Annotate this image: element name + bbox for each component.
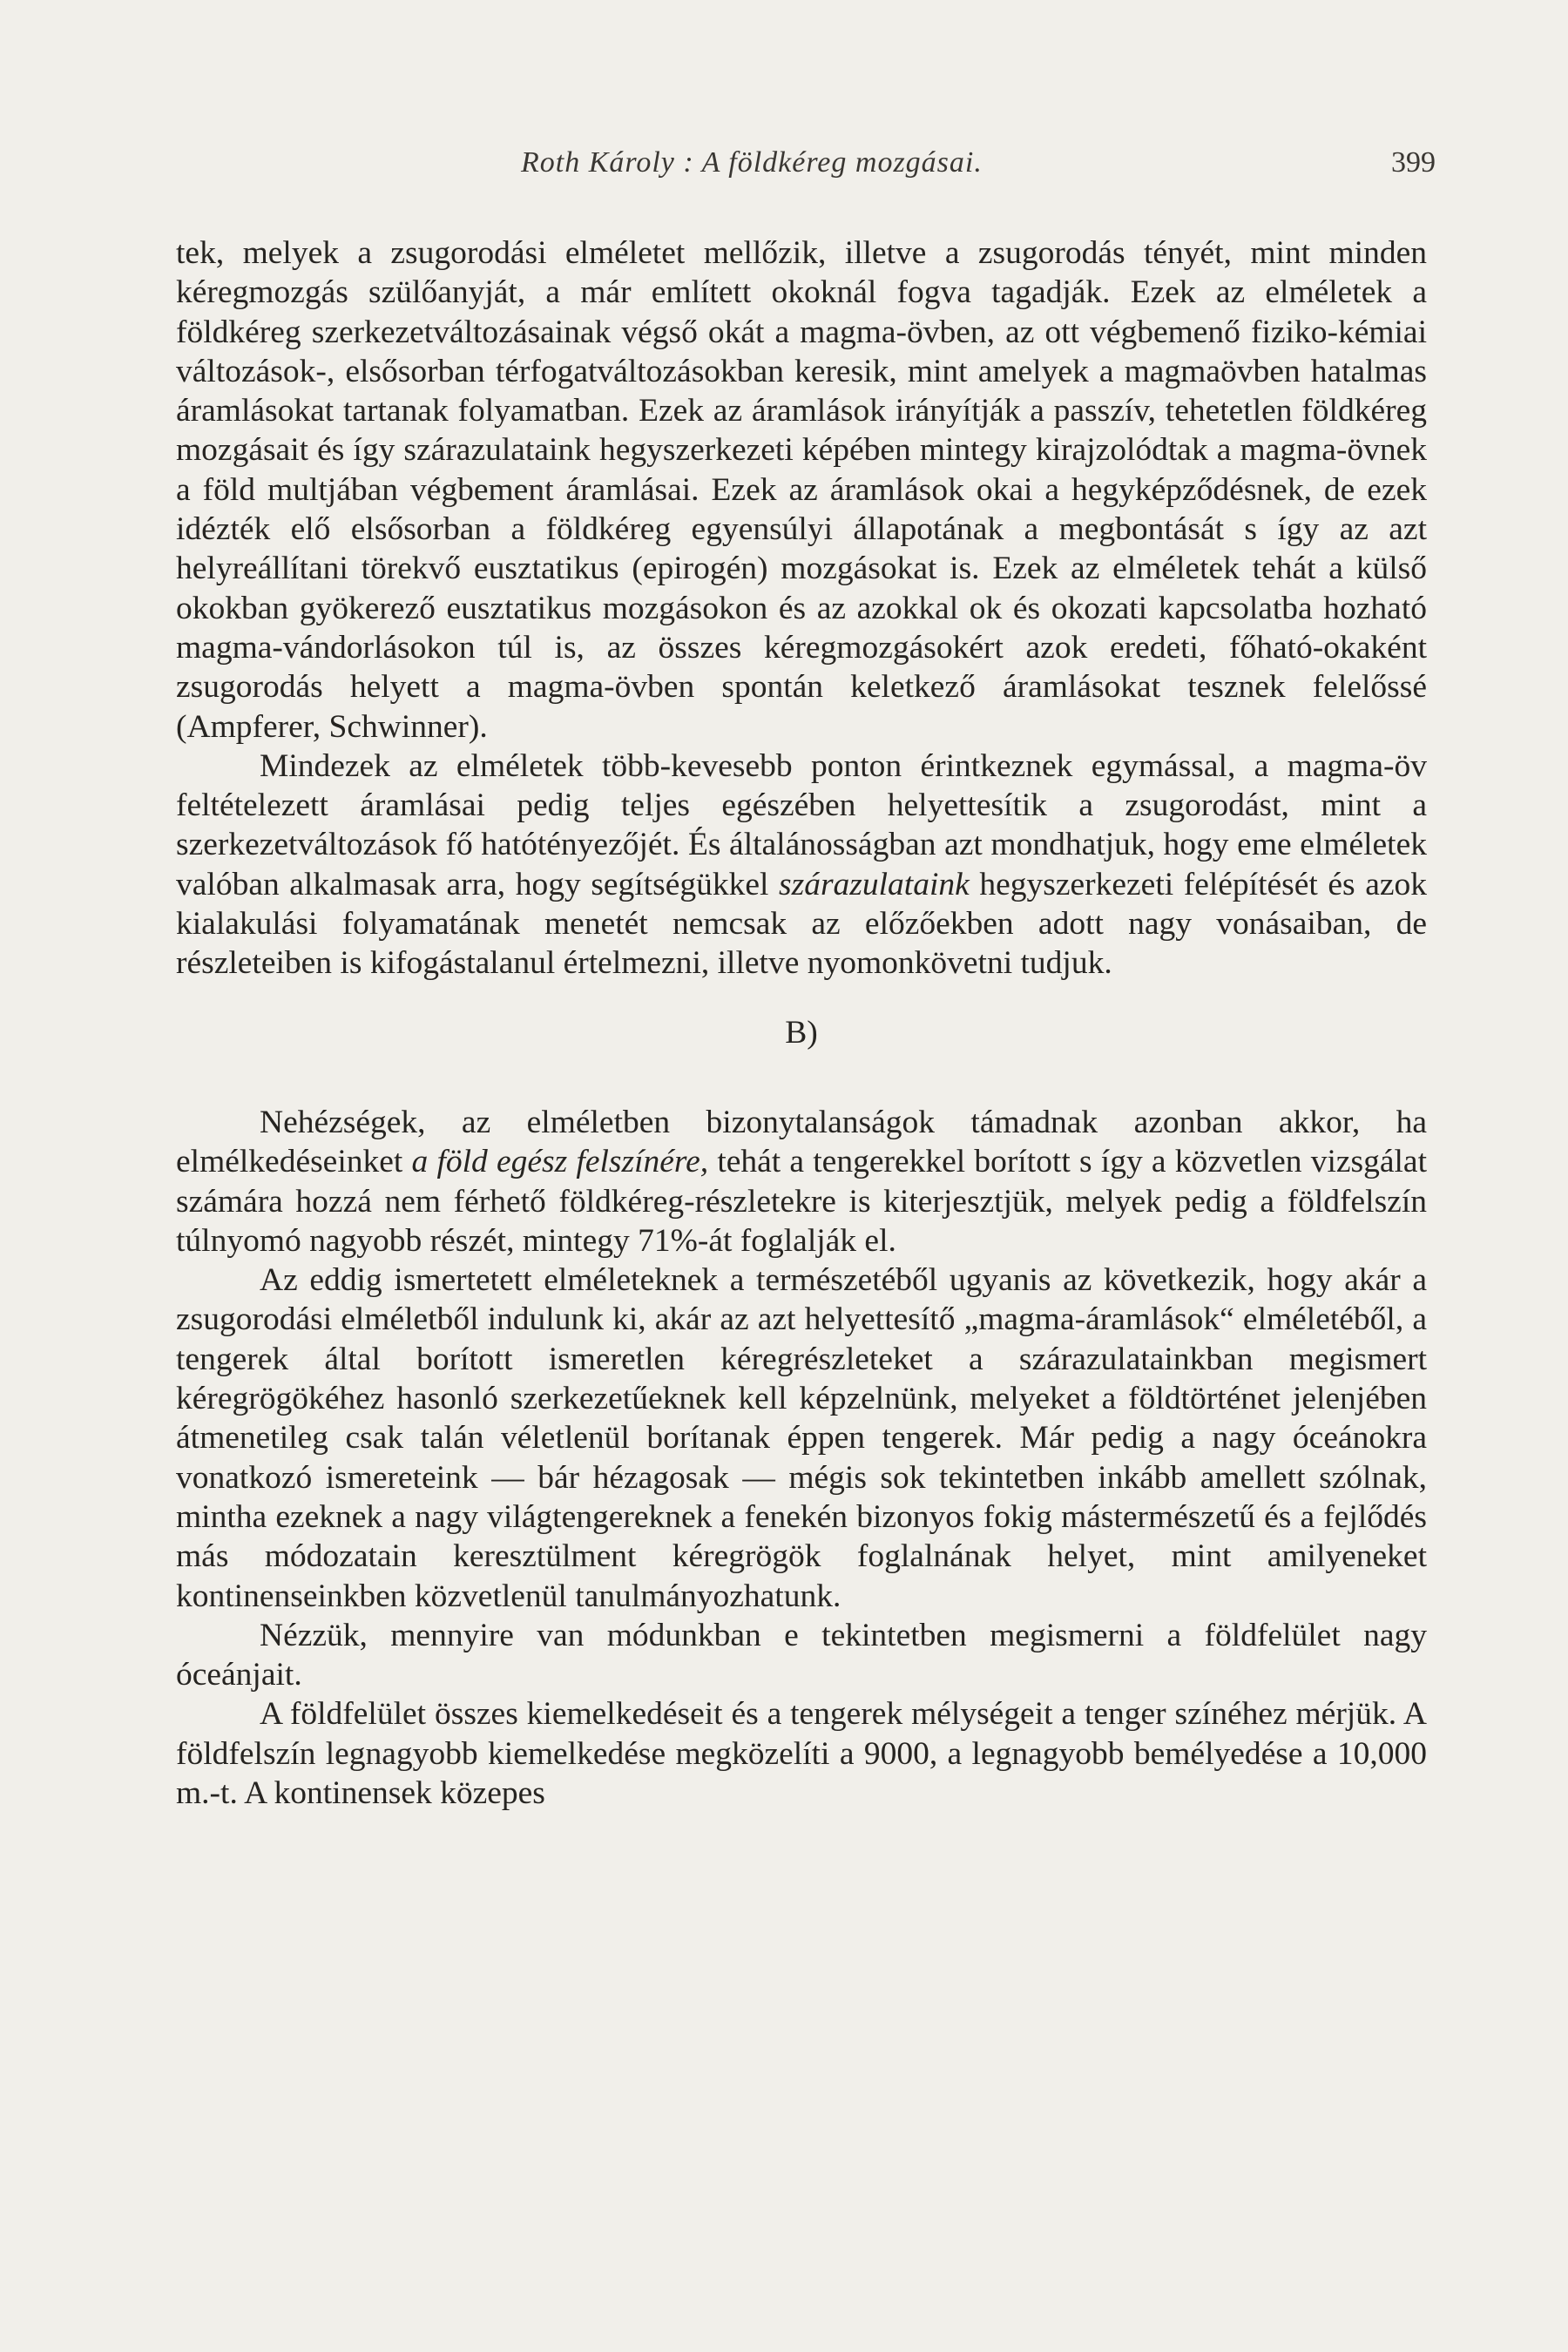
paragraph [176,1103,1427,1260]
text-run: Mindezek az elméletek több-kevesebb ponton érintkeznek egymással, a magma-öv feltételezett áramlásai pedig teljes egészében helyettesítik a zsugorodást, mint a szerkezetváltozások fő hatótényezőjét. És általánosságban azt mondhatjuk, hogy eme elméletek valóban alkalmasak arra, hogy segítségükkel [176,747,1427,902]
text-run: tek, melyek a zsugorodási elméletet mellőzik, illetve a zsugorodás tényét, mint minden kéregmozgás szülőanyját, a már említett okoknál fogva tagadják. Ezek az elméletek a földkéreg szerkezetváltozásainak végső okát a magma-övben, az ott végbemenő fiziko-kémiai változások-, elsősorban térfogatváltozásokban keresik, mint amelyek a magmaövben hatalmas áramlásokat tartanak folyamatban. Ezek az áramlások irányítják a passzív, tehetetlen földkéreg mozgásait és így szárazulataink hegyszerkezeti képében mintegy kirajzolódtak a magma-övnek a föld multjában végbement áramlásai. Ezek az áramlások okai a hegyképződésnek, de ezek idézték elő elsősorban a földkéreg egyensúlyi állapotának a megbontását s így az azt helyreállítani törekvő eusztatikus (epirogén) mozgásokat is. Ezek az elméletek tehát a külső okokban gyökerező eusztatikus mozgásokon és az azokkal ok és okozati kapcsolatba hozható magma-vándorlásokon túl is, az összes kéregmozgásokért azok eredeti, főható-okaként zsugorodás helyett a magma-övben spontán keletkező áramlásokat tesznek felelőssé (Ampferer, Schwinner). [176,235,1427,745]
paragraph [176,747,1427,983]
text-run: hegyszerkezeti felépítését és azok kialakulási folyamatának menetét nemcsak az előzőekben adott nagy vonásaiban, de részleteiben is kifogástalanul értelmezni, illetve nyomonkövetni tudjuk. [176,866,1427,982]
paragraph [176,233,1427,747]
body-text [176,233,1427,1813]
paragraph [176,1694,1427,1813]
section-heading: B) [785,1014,818,1051]
text-run: A földfelület összes kiemelkedéseit és a tengerek mélységeit a tenger színéhez mérjük. A földfelszín legnagyobb kiemelkedése megközelíti a 9000, a legnagyobb bemélyedése a 10,000 m.-t. A kontinensek közepes [176,1696,1427,1811]
italic-phrase: a föld egész felszínére, [411,1144,709,1180]
paragraph [176,1616,1427,1695]
text-run: tehát a tengerekkel borított s így a közvetlen vizsgálat számára hozzá nem férhető földkéreg-részletekre is kiterjesztjük, melyek pedig a földfelszín túlnyomó nagyobb részét, mintegy 71%-át foglalják el. [176,1144,1427,1259]
text-run: Az eddig ismertetett elméleteknek a természetéből ugyanis az következik, hogy akár a zsugorodási elméletből indulunk ki, akár az azt helyettesítő „magma-áramlások“ elméletéből, a tengerek által borított ismeretlen kéregrészleteket a szárazulatainkban megismert kéregrögökéhez hasonló szerkezetűeknek kell képzelnünk, melyeket a földtörténet jelenjében átmenetileg csak talán véletlenül borítanak éppen tengerek. Már pedig a nagy óceánokra vonatkozó ismereteink — bár hézagosak — mégis sok tekintetben inkább amellett szólnak, mintha ezeknek a nagy világtengereknek a fenekén bizonyos fokig mástermészetű és a fejlődés más módozatain keresztülment kéregrögök foglalnának helyet, mint amilyeneket kontinenseinkben közvetlenül tanulmányozhatunk. [176,1262,1427,1614]
text-run: Nehézségek, az elméletben bizonytalanságok támadnak azonban akkor, ha elmélkedéseinket [176,1104,1427,1180]
page-number: 399 [1391,146,1436,179]
italic-term: szárazulataink [779,866,970,902]
paragraph [176,1260,1427,1616]
running-head: Roth Károly : A földkéreg mozgásai. [521,146,983,179]
text-run: Nézzük, mennyire van módunkban e tekintetben megismerni a földfelület nagy óceánjait. [176,1617,1427,1693]
